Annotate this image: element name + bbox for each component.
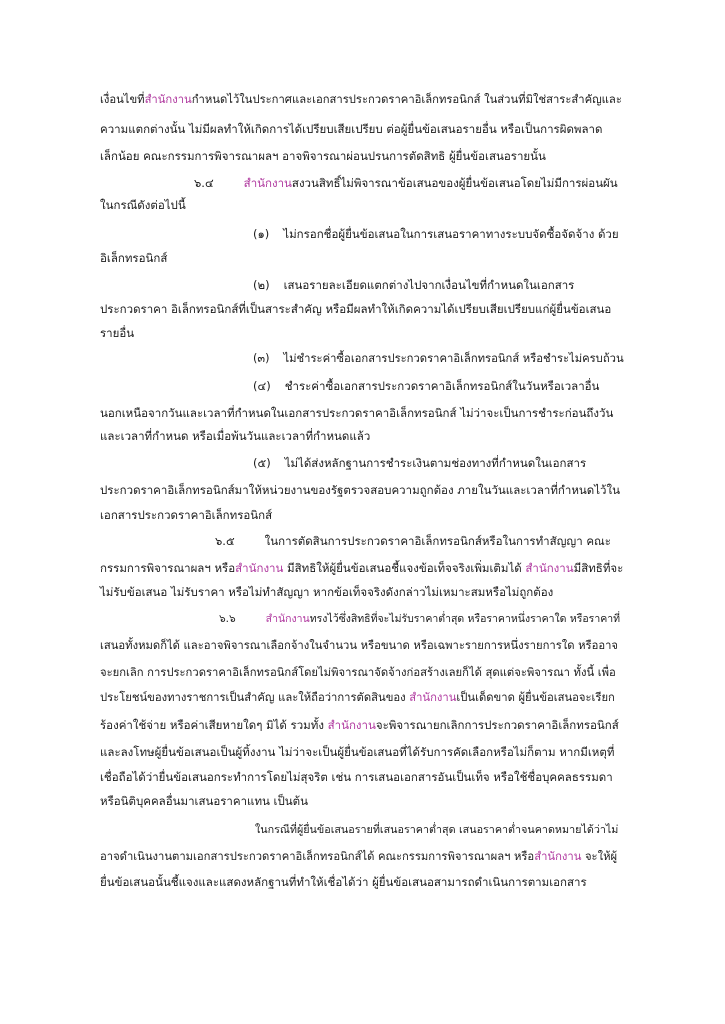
text-line bbox=[100, 717, 619, 733]
text-run: จะให้ผู้ bbox=[581, 850, 618, 863]
text-line bbox=[100, 849, 617, 865]
office-highlight: สำนักงาน bbox=[265, 613, 310, 625]
text-line: ความแตกต่างนั้น ไม่มีผลทำให้เกิดการได้เปรียบเสียเปรียบ ต่อผู้ยื่นข้อเสนอรายอื่น หรือเป็นการผิดพลาด bbox=[100, 122, 603, 136]
item-3-line bbox=[253, 351, 624, 367]
text-line: นอกเหนือจากวันและเวลาที่กำหนดในเอกสารประกวดราคาอิเล็กทรอนิกส์ ไม่ว่าจะเป็นการชำระก่อนถึงวัน bbox=[100, 406, 614, 420]
item-number: (๒) bbox=[253, 278, 270, 292]
text-line: ไม่รับข้อเสนอ ไม่รับราคา หรือไม่ทำสัญญา หากข้อเท็จจริงดังกล่าวไม่เหมาะสมหรือไม่ถูกต้อง bbox=[100, 585, 554, 599]
office-highlight: สำนักงาน bbox=[525, 561, 574, 575]
text-run: ไม่กรอกชื่อผู้ยื่นข้อเสนอในการเสนอราคาทางระบบจัดซื้อจัดจ้าง ด้วย bbox=[283, 227, 619, 241]
text-line bbox=[100, 690, 615, 706]
item-1-line bbox=[253, 226, 619, 242]
text-line: ประกวดราคา อิเล็กทรอนิกส์ที่เป็นสาระสำคัญ หรือมีผลทำให้เกิดความได้เปรียบเสียเปรียบแก่ผู้ยื่นข้อเสนอ bbox=[100, 302, 612, 316]
text-run: ทรงไว้ซึ่งสิทธิที่จะไม่รับราคาต่ำสุด หรือราคาหนึ่งราคาใด หรือราคาที่ bbox=[309, 613, 621, 625]
section-number: ๖.๕ bbox=[215, 534, 235, 548]
item-number: (๕) bbox=[253, 456, 271, 470]
text-line: จะยกเลิก การประกวดราคาอิเล็กทรอนิกส์โดยไม่พิจารณาจัดจ้างก่อสร้างเลยก็ได้ สุดแต่จะพิจารณา ทั้งนี้ เพื่อ bbox=[100, 666, 616, 679]
text-run: ในการตัดสินการประกวดราคาอิเล็กทรอนิกส์หรือในการทำสัญญา คณะ bbox=[264, 534, 611, 548]
text-line: เอกสารประกวดราคาอิเล็กทรอนิกส์ bbox=[100, 508, 273, 522]
text-run: ร้องค่าใช้จ่าย หรือค่าเสียหายใดๆ มิได้ รวมทั้ง bbox=[100, 718, 328, 732]
text-line: และลงโทษผู้ยื่นข้อเสนอเป็นผู้ทิ้งงาน ไม่ว่าจะเป็นผู้ยื่นข้อเสนอที่ได้รับการคัดเลือกหรือไม่ก็ตาม หากมีเหตุที่ bbox=[100, 745, 615, 759]
section-6-6-line bbox=[219, 611, 620, 627]
item-number: (๑) bbox=[253, 227, 270, 241]
text-run: ไม่ได้ส่งหลักฐานการชำระเงินตามช่องทางที่กำหนดในเอกสาร bbox=[284, 456, 587, 470]
item-5-line bbox=[253, 455, 586, 471]
text-line: ยื่นข้อเสนอนั้นชี้แจงและแสดงหลักฐานที่ทำให้เชื่อได้ว่า ผู้ยื่นข้อเสนอสามารถดำเนินการตามเอกสาร bbox=[100, 875, 587, 889]
text-line: หรือนิติบุคคลอื่นมาเสนอราคาแทน เป็นต้น bbox=[100, 794, 308, 808]
section-6-4-line bbox=[194, 175, 618, 191]
item-number: (๔) bbox=[253, 379, 271, 393]
text-run: ชำระค่าซื้อเอกสารประกวดราคาอิเล็กทรอนิกส์ในวันหรือเวลาอื่น bbox=[284, 379, 600, 393]
section-6-5-line bbox=[215, 533, 611, 549]
text-line: และเวลาที่กำหนด หรือเมื่อพ้นวันและเวลาที่กำหนดแล้ว bbox=[100, 429, 371, 443]
section-number: ๖.๖ bbox=[219, 613, 236, 625]
text-line: อิเล็กทรอนิกส์ bbox=[100, 251, 168, 265]
office-highlight: สำนักงาน bbox=[409, 691, 457, 704]
text-run: ประโยชน์ของทางราชการเป็นสำคัญ และให้ถือว่าการตัดสินของ bbox=[100, 691, 410, 704]
text-line bbox=[100, 560, 623, 576]
item-2-line bbox=[253, 277, 574, 293]
text-line bbox=[100, 92, 622, 108]
text-line: เชื่อถือได้ว่ายื่นข้อเสนอกระทำการโดยไม่สุจริต เช่น การเสนอเอกสารอันเป็นเท็จ หรือใช้ชื่อบุคคลธรรมดา bbox=[100, 770, 613, 784]
text-run: กำหนดไว้ในประกาศและเอกสารประกวดราคาอิเล็กทรอนิกส์ ในส่วนที่มิใช่สาระสำคัญและ bbox=[191, 93, 622, 106]
office-highlight: สำนักงาน bbox=[243, 176, 292, 190]
text-run: ไม่ชำระค่าซื้อเอกสารประกวดราคาอิเล็กทรอนิกส์ หรือชำระไม่ครบถ้วน bbox=[283, 352, 624, 365]
text-run: เงื่อนไขที่ bbox=[100, 93, 145, 106]
text-line: รายอื่น bbox=[100, 326, 135, 340]
office-highlight: สำนักงาน bbox=[144, 93, 192, 106]
text-run: อาจดำเนินงานตามเอกสารประกวดราคาอิเล็กทรอนิกส์ได้ คณะกรรมการพิจารณาผลฯ หรือ bbox=[100, 850, 535, 863]
office-highlight: สำนักงาน bbox=[327, 718, 376, 732]
text-run: จะพิจารณายกเลิกการประกวดราคาอิเล็กทรอนิกส์ bbox=[375, 718, 619, 732]
text-line: เสนอทั้งหมดก็ได้ และอาจพิจารณาเลือกจ้างในจำนวน หรือขนาด หรือเฉพาะรายการหนึ่งรายการใด หรืออาจ bbox=[100, 639, 618, 652]
text-line: ประกวดราคาอิเล็กทรอนิกส์มาให้หน่วยงานของรัฐตรวจสอบความถูกต้อง ภายในวันและเวลาที่กำหนดไว้ใน bbox=[100, 483, 620, 497]
text-run: เสนอรายละเอียดแตกต่างไปจากเงื่อนไขที่กำหนดในเอกสาร bbox=[283, 278, 575, 292]
office-highlight: สำนักงาน bbox=[534, 850, 582, 863]
text-run: มีสิทธิที่จะ bbox=[573, 561, 624, 575]
text-run: กรรมการพิจารณาผลฯ หรือ bbox=[100, 561, 236, 575]
text-run: สงวนสิทธิ์ไม่พิจารณาข้อเสนอของผู้ยื่นข้อเสนอโดยไม่มีการผ่อนผัน bbox=[291, 176, 618, 190]
item-number: (๓) bbox=[253, 352, 270, 365]
section-number: ๖.๔ bbox=[194, 176, 214, 190]
item-4-line bbox=[253, 378, 599, 394]
text-line: ในกรณีดังต่อไปนี้ bbox=[100, 198, 186, 212]
text-run: มีสิทธิให้ผู้ยื่นข้อเสนอชี้แจงข้อเท็จจริงเพิ่มเติมได้ bbox=[283, 561, 526, 575]
text-run: เป็นเด็ดขาด ผู้ยื่นข้อเสนอจะเรียก bbox=[456, 691, 615, 704]
office-highlight: สำนักงาน bbox=[235, 561, 284, 575]
text-line: เล็กน้อย คณะกรรมการพิจารณาผลฯ อาจพิจารณาผ่อนปรนการตัดสิทธิ ผู้ยื่นข้อเสนอรายนั้น bbox=[100, 149, 546, 163]
text-line: ในกรณีที่ผู้ยื่นข้อเสนอรายที่เสนอราคาต่ำสุด เสนอราคาต่ำจนคาดหมายได้ว่าไม่ bbox=[255, 823, 619, 836]
